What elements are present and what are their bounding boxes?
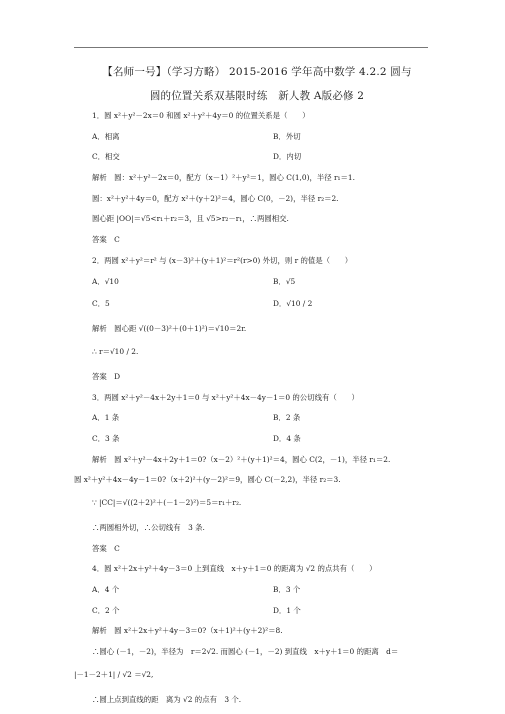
- options-row: [0, 272, 505, 293]
- option-c: C．5: [92, 299, 110, 309]
- option-d: D．4 条: [273, 433, 301, 443]
- question-4-stem: 4．圆 x²＋2x＋y²＋4y－3＝0 上到直线 x＋y＋1＝0 的距离为 √2 的点共有（ ）: [92, 564, 377, 574]
- options-row: [0, 601, 505, 622]
- options-row: [0, 147, 505, 168]
- solution-line: [0, 518, 505, 539]
- options-row: [0, 292, 505, 319]
- solution-line: [0, 319, 505, 340]
- option-d: D．√10 / 2: [273, 299, 313, 309]
- answer-text: 答案 D: [92, 371, 121, 381]
- question-2-stem: 2．两圆 x²＋y²＝r² 与 (x－3)²＋(y＋1)²＝r²(r>0) 外切，则 r 的值是（ ）: [92, 255, 353, 265]
- answer-text: 答案 C: [92, 543, 120, 553]
- solution-text: ∵ |CC|＝√((2＋2)²＋(－1－2)²)＝5＝r₁＋r₂.: [92, 498, 242, 507]
- solution-line: [0, 340, 505, 367]
- question-3-stem: 3．两圆 x²＋y²－4x＋2y＋1＝0 与 x²＋y²＋4x－4y－1＝0 的公切线有（ ）: [92, 392, 359, 402]
- solution-text: 圆：x²＋y²＋4y＝0，配方 x²＋(y＋2)²＝4，圆心 C(0，－2)，半径 r₂＝2.: [92, 193, 339, 203]
- solution-text: 解析 圆 x²＋y²－4x＋2y＋1＝0?（x－2）²＋(y＋1)²＝4，圆心 C(2，－1)，半径 r₁＝2.: [92, 454, 391, 464]
- options-row: [0, 408, 505, 429]
- answer-line: [0, 230, 505, 251]
- title-line-1: 【名师一号】（学习方略） 2015-2016 学年高中数学 4.2.2 圆与: [102, 66, 412, 78]
- answer-line: [0, 539, 505, 560]
- option-b: B．3 个: [273, 585, 301, 595]
- solution-text: |－1－2＋1| / √2 ＝√2,: [74, 669, 154, 679]
- answer-line: [0, 367, 505, 388]
- solution-line: [0, 470, 505, 491]
- solution-line: [0, 491, 505, 518]
- solution-text: 解析 圆心距 √((0－3)²＋(0＋1)²)＝√10＝2r.: [92, 324, 247, 334]
- option-b: B．2 条: [273, 413, 301, 423]
- solution-line: [0, 642, 505, 663]
- question-stem: [0, 388, 505, 409]
- options-row: [0, 580, 505, 601]
- solution-line: [0, 450, 505, 471]
- solution-line: [0, 621, 505, 642]
- solution-text: 解析 圆：x²＋y²－2x＝0，配方（x－1）²＋y²＝1，圆心 C(1,0)，半径 r₁＝1.: [92, 173, 355, 183]
- solution-text: ∴两圆相外切，∴公切线有 3 条.: [92, 523, 205, 532]
- header-rule: [74, 47, 428, 48]
- solution-text: 解析 圆 x²＋2x＋y²＋4y－3＝0?（x＋1)²＋(y＋2)²＝8.: [92, 626, 283, 636]
- option-d: D．内切: [273, 152, 302, 162]
- option-c: C．3 条: [92, 433, 120, 443]
- question-stem: [0, 106, 505, 127]
- option-a: A．相离: [92, 131, 120, 141]
- solution-line: [0, 209, 505, 230]
- page-title: [72, 60, 442, 108]
- option-a: A．√10: [92, 276, 119, 286]
- solution-text: 圆心距 |OO|＝√5<r₁＋r₂＝3，且 √5>r₂－r₁，∴两圆相交.: [92, 214, 289, 224]
- solution-line: [0, 189, 505, 210]
- title-line-2: 圆的位置关系双基限时练 新人教 A版必修 2: [149, 90, 365, 102]
- question-stem: [0, 559, 505, 580]
- solution-text: ∴圆心 (－1，－2)，半径为 r＝2√2. 而圆心 (－1，－2) 到直线 x＋y＋1＝0 的距离 d＝: [92, 647, 399, 657]
- solution-text: ∴ r＝√10 / 2.: [92, 346, 139, 356]
- solution-text: ∴圆上点到直线的距 离为 √2 的点有 3 个.: [92, 694, 242, 704]
- solution-line: [0, 690, 505, 711]
- answer-text: 答案 C: [92, 235, 120, 245]
- option-c: C．2 个: [92, 605, 120, 615]
- option-b: B．外切: [273, 131, 301, 141]
- options-row: [0, 127, 505, 148]
- question-stem: [0, 251, 505, 272]
- option-a: A．4 个: [92, 585, 120, 595]
- options-row: [0, 429, 505, 450]
- question-1-stem: 1．圆 x²＋y²－2x＝0 和圆 x²＋y²＋4y＝0 的位置关系是（ ）: [92, 111, 310, 120]
- solution-line: [0, 168, 505, 189]
- option-a: A．1 条: [92, 413, 120, 423]
- solution-text: 圆 x²＋y²＋4x－4y－1＝0?（x＋2)²＋(y－2)²＝9，圆心 C(－2,2)，半径 r₂＝3.: [74, 475, 341, 485]
- option-d: D．1 个: [273, 605, 301, 615]
- option-c: C．相交: [92, 152, 120, 162]
- option-b: B．√5: [273, 276, 296, 286]
- document-body: [0, 106, 505, 711]
- solution-line: [0, 663, 505, 690]
